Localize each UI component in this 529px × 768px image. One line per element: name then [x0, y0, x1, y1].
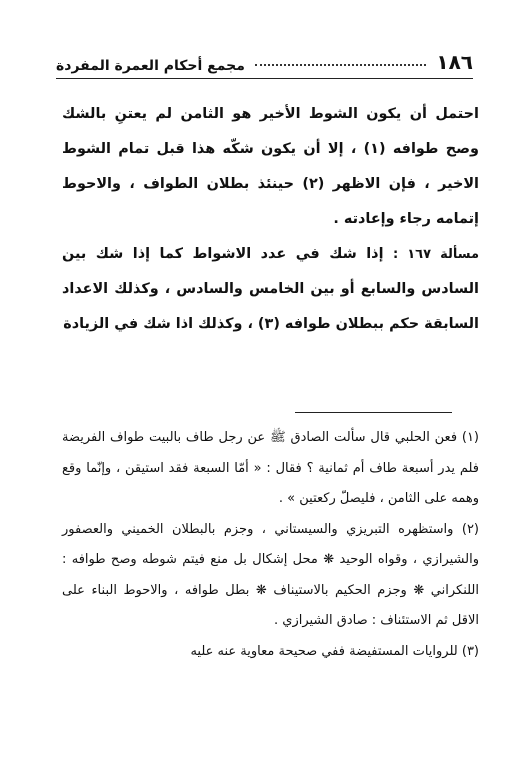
footnote-2: (٢) واستظهره التبريزي والسيستاني ، وجزم بالبطلان الخميني والعصفور والشيرازي ، وقواه الوحيد ❋ محل إشكال بل منع فيتم شوطه وصح طوافه : اللنكراني ❋ وجزم الحكيم بالاستيناف ❋ بطل طوافه ، والاحوط البناء على الاقل ثم الاستئناف : صادق الشيرازي .	[62, 521, 479, 628]
page-header	[56, 40, 473, 79]
footnote-divider	[295, 412, 452, 413]
running-title: مجمع أحكام العمرة المفردة	[56, 58, 245, 74]
paragraph-2	[62, 237, 479, 342]
footnotes	[62, 423, 479, 667]
masala-label: مسألة ١٦٧ :	[393, 247, 480, 262]
header-dotted-leader	[255, 64, 427, 66]
main-text	[62, 97, 479, 342]
page-number: ١٨٦	[436, 50, 473, 74]
footnote-1: (١) فعن الحلبي قال سألت الصادق ﷺ عن رجل طاف بالبيت طواف الفريضة فلم يدر أسبعة طاف أم ثمانية ؟ فقال : « أمّا السبعة فقد استيقن ، وإنّما وقع وهمه على الثامن ، فليصلّ ركعتين » .	[62, 430, 479, 506]
paragraph-1: احتمل أن يكون الشوط الأخير هو الثامن لم يعتنِ بالشك وصح طوافه (١) ، إلا أن يكون شكّه هذا قبل تمام الشوط الاخير ، فإن الاظهر (٢) حينئذ بطلان الطواف ، والاحوط إتمامه رجاء وإعادته .	[62, 106, 479, 227]
paragraph-2-text: إذا شك في عدد الاشواط كما إذا شك بين السادس والسابع أو بين الخامس والسادس ، وكذلك الاعداد السابقة حكم ببطلان طوافه (٣) ، وكذلك اذا شك في الزيادة	[62, 246, 479, 332]
footnote-3: (٣) للروايات المستفيضة ففي صحيحة معاوية عنه عليه	[190, 643, 479, 659]
